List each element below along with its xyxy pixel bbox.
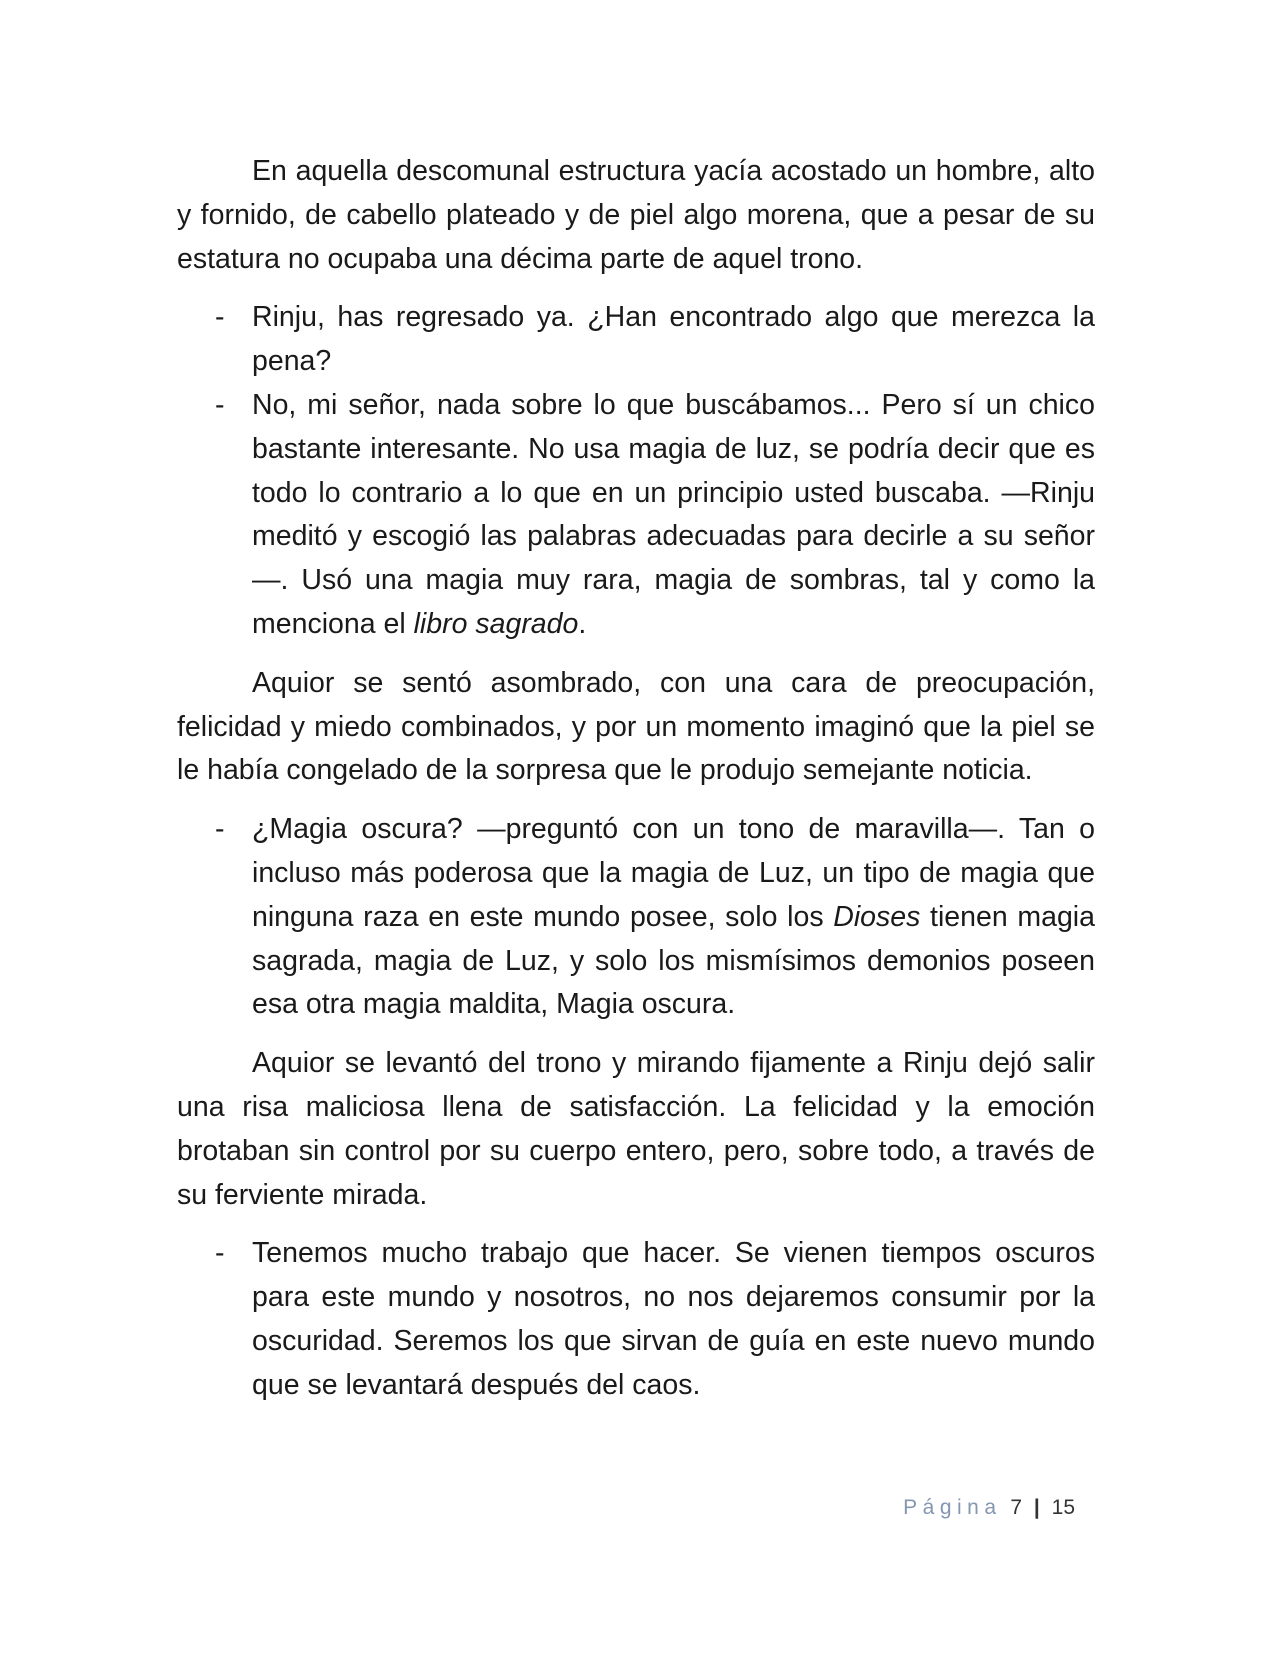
body-text	[177, 150, 1095, 1423]
dialog-text-2a: No, mi señor, nada sobre lo que buscábamos... Pero sí un chico bastante interesante. No usa magia de luz, se podría decir que es todo lo contrario a lo que en un principio usted buscaba. —Rinju meditó y escogió las palabras adecuadas para decirle a su señor—. Usó una magia muy rara, magia de sombras, tal y como la menciona el	[252, 388, 1095, 640]
dialog-group-3	[177, 1232, 1095, 1407]
dialog-line-1	[177, 296, 1095, 384]
narrative-paragraph-3: Aquior se levantó del trono y mirando fijamente a Rinju dejó salir una risa maliciosa llena de satisfacción. La felicidad y la emoción brotaban sin control por su cuerpo entero, pero, sobre todo, a través de su ferviente mirada.	[177, 1047, 1095, 1211]
page-separator: |	[1033, 1496, 1040, 1519]
page-label: Página	[903, 1496, 1002, 1519]
narrative-paragraph-2: Aquior se sentó asombrado, con una cara de preocupación, felicidad y miedo combinados, y por un momento imaginó que la piel se le había congelado de la sorpresa que le produjo semejante noticia.	[177, 666, 1095, 787]
dialog-line-2	[177, 384, 1095, 647]
page-number: 7	[1010, 1496, 1023, 1519]
dialog-line-4	[177, 1232, 1095, 1407]
dialog-dash: -	[215, 388, 225, 421]
narrative-paragraph-1: En aquella descomunal estructura yacía acostado un hombre, alto y fornido, de cabello plateado y de piel algo morena, que a pesar de su estatura no ocupaba una décima parte de aquel trono.	[177, 155, 1095, 275]
dialog-text-1: Rinju, has regresado ya. ¿Han encontrado algo que merezca la pena?	[252, 301, 1095, 378]
page-footer	[0, 1494, 1075, 1522]
dialog-text-2b: .	[578, 607, 587, 640]
dialog-text-3b: tienen magia sagrada, magia de Luz, y solo los mismísimos demonios poseen esa otra magia maldita, Magia oscura.	[252, 900, 1095, 1021]
dialog-group-1	[177, 296, 1095, 646]
italic-book-title: libro sagrado	[413, 607, 579, 640]
italic-dioses: Dioses	[833, 900, 921, 933]
dialog-group-2	[177, 808, 1095, 1027]
total-pages: 15	[1051, 1496, 1075, 1519]
dialog-dash: -	[215, 813, 225, 846]
dialog-line-3	[177, 808, 1095, 1027]
dialog-dash: -	[215, 301, 225, 334]
dialog-text-4: Tenemos mucho trabajo que hacer. Se vienen tiempos oscuros para este mundo y nosotros, no nos dejaremos consumir por la oscuridad. Seremos los que sirvan de guía en este nuevo mundo que se levantará después del caos.	[252, 1237, 1095, 1401]
dialog-dash: -	[215, 1237, 225, 1270]
dialog-text-3a: ¿Magia oscura? —preguntó con un tono de maravilla—. Tan o incluso más poderosa que la magia de Luz, un tipo de magia que ninguna raza en este mundo posee, solo los	[252, 813, 1095, 933]
